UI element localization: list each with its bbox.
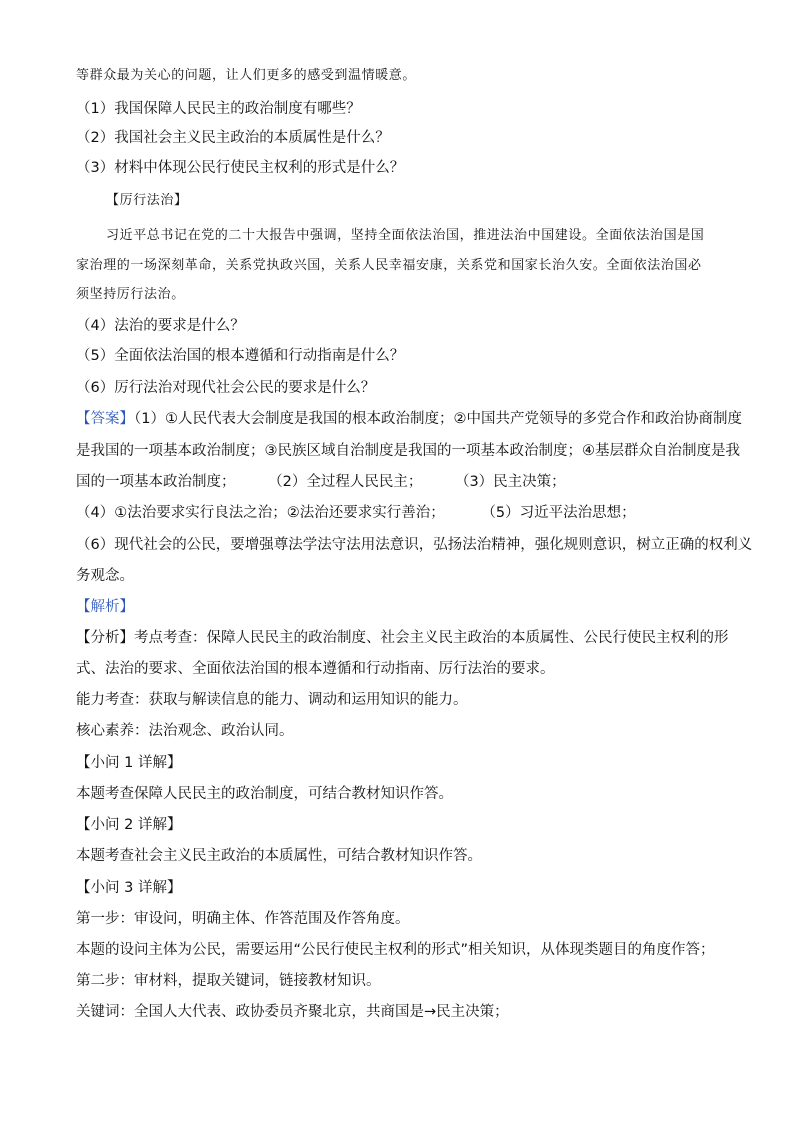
answer-line-2: 是我国的一项基本政治制度；③民族区域自治制度是我国的一项基本政治制度；④基层群众自治制度是我 <box>76 443 740 459</box>
sub-question-1-title: 【小问 1 详解】 <box>76 755 182 771</box>
answer-line-1 <box>76 409 742 429</box>
sub-question-3-line-1: 第一步：审设问，明确主体、作答范围及作答角度。 <box>76 911 410 927</box>
material2-line-1: 习近平总书记在党的二十大报告中强调，坚持全面依法治国，推进法治中国建设。全面依法治国是国 <box>106 228 705 243</box>
ability-line: 能力考查：获取与解读信息的能力、调动和运用知识的能力。 <box>76 692 468 708</box>
question-6: （6）厉行法治对现代社会公民的要求是什么？ <box>76 380 376 396</box>
sub-question-3-line-3: 第二步：审材料，提取关键词，链接教材知识。 <box>76 973 381 989</box>
sub-question-1-body: 本题考查保障人民民主的政治制度，可结合教材知识作答。 <box>76 786 453 802</box>
answer-4b: （5）习近平法治思想； <box>481 505 636 521</box>
analysis-label: 【解析】 <box>76 599 134 615</box>
question-3: （3）材料中体现公民行使民主权利的形式是什么？ <box>76 160 405 176</box>
material2-line-2: 家治理的一场深刻革命，关系党执政兴国，关系人民幸福安康，关系党和国家长治久安。全面依法治国必 <box>76 258 702 273</box>
sub-question-3-title: 【小问 3 详解】 <box>76 880 182 896</box>
question-5: （5）全面依法治国的根本遵循和行动指南是什么？ <box>76 348 405 364</box>
question-1: （1）我国保障人民民主的政治制度有哪些？ <box>76 101 361 117</box>
answer-line-6: 务观念。 <box>76 568 134 584</box>
question-2: （2）我国社会主义民主政治的本质属性是什么？ <box>76 130 390 146</box>
answer-text-1: （1）①人民代表大会制度是我国的根本政治制度；②中国共产党领导的多党合作和政治协商制度 <box>134 411 742 427</box>
answer-label: 【答案】 <box>76 411 134 427</box>
material2-line-3: 须坚持厉行法治。 <box>76 287 185 302</box>
answer-4a: （4）①法治要求实行良法之治；②法治还要求实行善治； <box>76 505 445 521</box>
analysis-fx-line-1 <box>76 628 729 648</box>
answer-line-5: （6）现代社会的公民，要增强尊法学法守法用法意识，弘扬法治精神，强化规则意识，树立正确的权利义 <box>76 537 753 553</box>
analysis-fx-text-1: 考点考查：保障人民民主的政治制度、社会主义民主政治的本质属性、公民行使民主权利的形 <box>134 630 729 646</box>
analysis-fx-label: 【分析】 <box>76 630 134 646</box>
sub-question-3-line-2: 本题的设问主体为公民，需要运用“公民行使民主权利的形式”相关知识，从体现类题目的角度作答； <box>76 942 715 958</box>
analysis-fx-line-2: 式、法治的要求、全面依法治国的根本遵循和行动指南、厉行法治的要求。 <box>76 661 555 677</box>
sub-question-2-body: 本题考查社会主义民主政治的本质属性，可结合教材知识作答。 <box>76 848 482 864</box>
answer-line-3 <box>76 472 726 492</box>
section-title: 【厉行法治】 <box>106 193 188 208</box>
material-text-tail: 等群众最为关心的问题，让人们更多的感受到温情暖意。 <box>76 68 417 83</box>
answer-3a: 国的一项基本政治制度； <box>76 474 236 490</box>
answer-3b: （2）全过程人民民主； <box>268 474 423 490</box>
answer-3c: （3）民主决策； <box>454 474 566 490</box>
sub-question-2-title: 【小问 2 详解】 <box>76 817 182 833</box>
sub-question-3-line-4: 关键词：全国人大代表、政协委员齐聚北京，共商国是→民主决策； <box>76 1004 509 1020</box>
question-4: （4）法治的要求是什么？ <box>76 318 245 334</box>
answer-line-4 <box>76 503 726 523</box>
literacy-line: 核心素养：法治观念、政治认同。 <box>76 723 294 739</box>
